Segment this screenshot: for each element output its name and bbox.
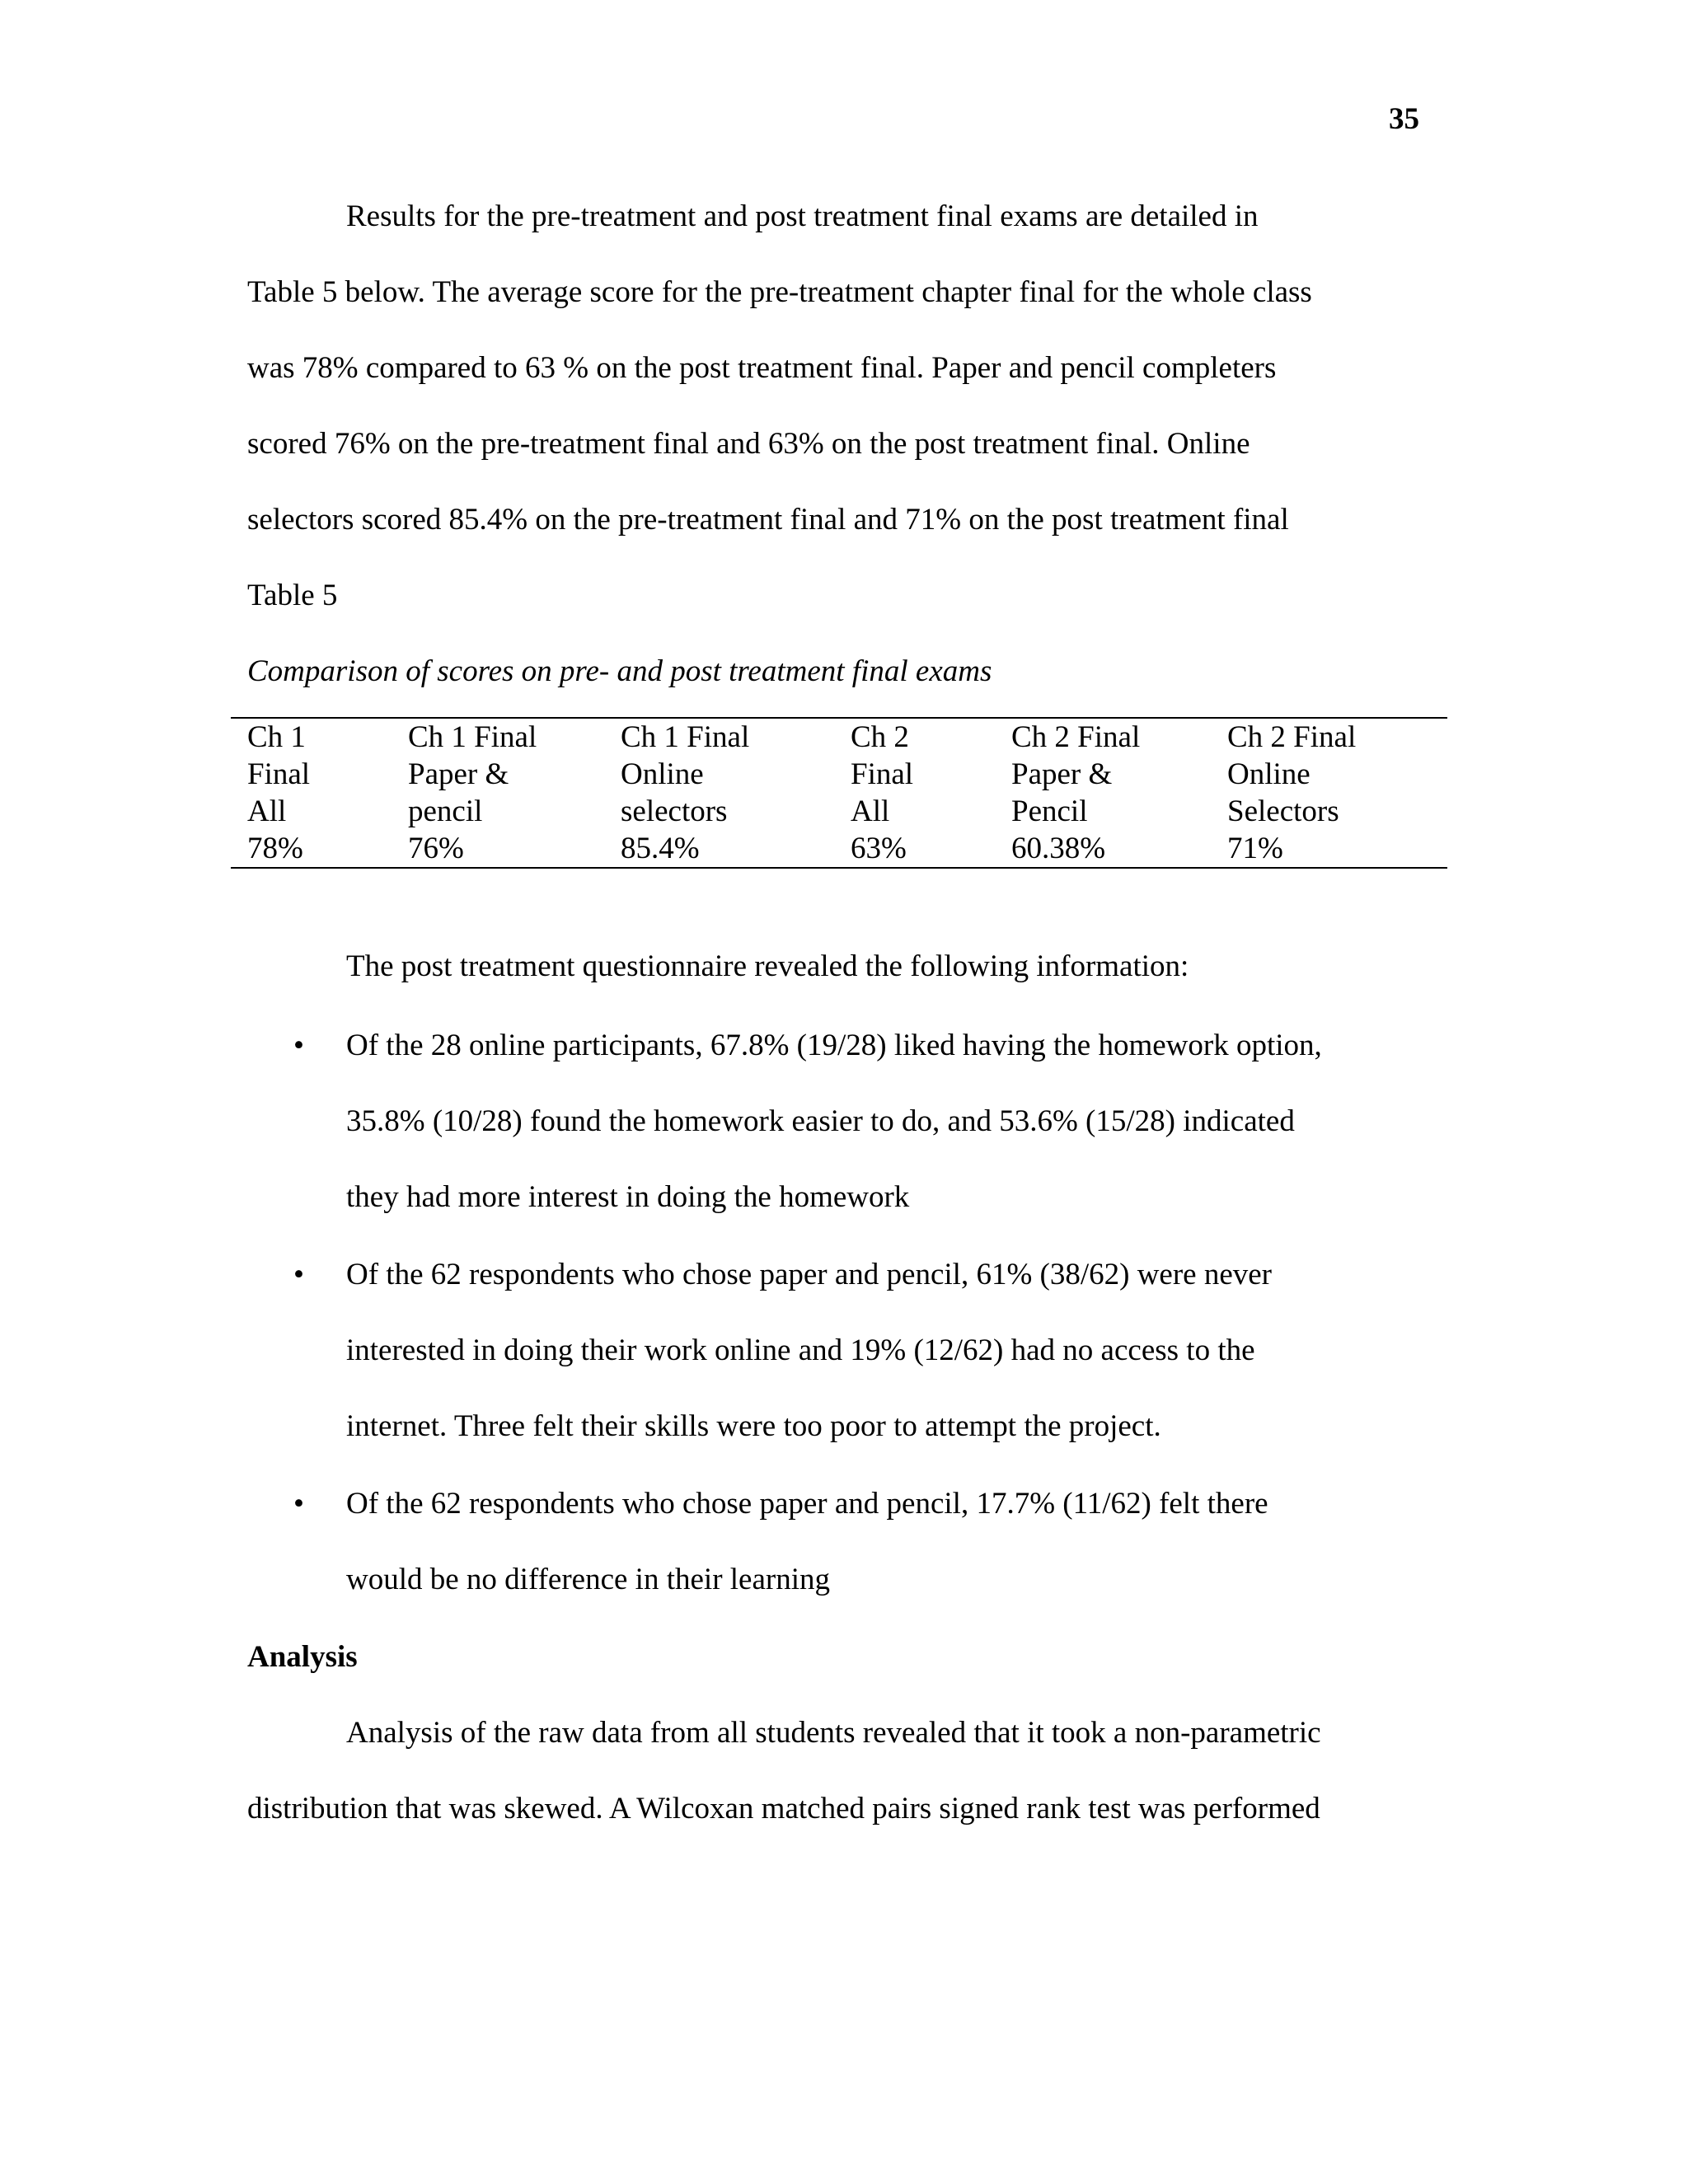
header-line: All	[247, 794, 287, 828]
bullet-icon: •	[293, 1487, 304, 1521]
header-line: Online	[621, 757, 704, 791]
intro-line: Table 5 below. The average score for the pre-treatment chapter final for the whole class	[247, 275, 1312, 309]
bullet-line: interested in doing their work online and 19% (12/62) had no access to the	[346, 1333, 1255, 1367]
header-line: Pencil	[1011, 794, 1088, 828]
table-cell: 60.38%	[1011, 832, 1106, 865]
analysis-line: Analysis of the raw data from all students revealed that it took a non-parametric	[346, 1716, 1321, 1750]
header-line: Ch 2 Final	[1227, 720, 1357, 754]
bullet-line: 35.8% (10/28) found the homework easier to do, and 53.6% (15/28) indicated	[346, 1104, 1295, 1138]
intro-line: Results for the pre-treatment and post treatment final exams are detailed in	[346, 199, 1259, 233]
header-line: selectors	[621, 794, 728, 828]
header-line: All	[851, 794, 890, 828]
analysis-line: distribution that was skewed. A Wilcoxan matched pairs signed rank test was performed	[247, 1792, 1320, 1825]
table-cell: 85.4%	[621, 832, 700, 865]
bullet-line: they had more interest in doing the homework	[346, 1180, 910, 1214]
header-line: Paper &	[408, 757, 509, 791]
bullet-line: Of the 28 online participants, 67.8% (19/28) liked having the homework option,	[346, 1029, 1322, 1062]
bullet-icon: •	[293, 1029, 304, 1062]
table-cell: 78%	[247, 832, 303, 865]
table-title: Comparison of scores on pre- and post treatment final exams	[247, 654, 992, 688]
questionnaire-intro: The post treatment questionnaire revealed the following information:	[346, 949, 1189, 983]
table-cell: 63%	[851, 832, 907, 865]
header-line: Selectors	[1227, 794, 1339, 828]
table-header-cell	[604, 718, 834, 830]
header-line: Ch 2	[851, 720, 909, 754]
bullet-line: Of the 62 respondents who chose paper and pencil, 61% (38/62) were never	[346, 1258, 1272, 1291]
table-header-cell	[995, 718, 1211, 830]
bullet-icon: •	[293, 1258, 304, 1291]
table-header-cell	[1211, 718, 1447, 830]
table-header-cell	[834, 718, 995, 830]
header-line: Paper &	[1011, 757, 1113, 791]
header-line: Final	[851, 757, 914, 791]
bullet-line: internet. Three felt their skills were too poor to attempt the project.	[346, 1409, 1161, 1443]
bullet-line: Of the 62 respondents who chose paper and pencil, 17.7% (11/62) felt there	[346, 1487, 1268, 1521]
intro-line: scored 76% on the pre-treatment final and 63% on the post treatment final. Online	[247, 427, 1250, 461]
section-heading: Analysis	[247, 1640, 358, 1674]
intro-line: was 78% compared to 63 % on the post treatment final. Paper and pencil completers	[247, 351, 1277, 385]
header-line: Online	[1227, 757, 1311, 791]
table-cell: 76%	[408, 832, 464, 865]
scores-table	[231, 717, 1447, 869]
header-line: Final	[247, 757, 311, 791]
table-cell: 71%	[1227, 832, 1283, 865]
header-line: Ch 1 Final	[621, 720, 750, 754]
page-number: 35	[1389, 102, 1419, 136]
bullet-line: would be no difference in their learning	[346, 1563, 830, 1596]
table-header-row	[231, 718, 1447, 830]
table-header-cell	[231, 718, 392, 830]
header-line: Ch 1 Final	[408, 720, 537, 754]
header-line: Ch 1	[247, 720, 306, 754]
table-row	[231, 830, 1447, 868]
header-line: Ch 2 Final	[1011, 720, 1141, 754]
header-line: pencil	[408, 794, 483, 828]
intro-line: selectors scored 85.4% on the pre-treatment final and 71% on the post treatment final	[247, 503, 1289, 537]
table-header-cell	[392, 718, 604, 830]
table-label: Table 5	[247, 579, 338, 612]
